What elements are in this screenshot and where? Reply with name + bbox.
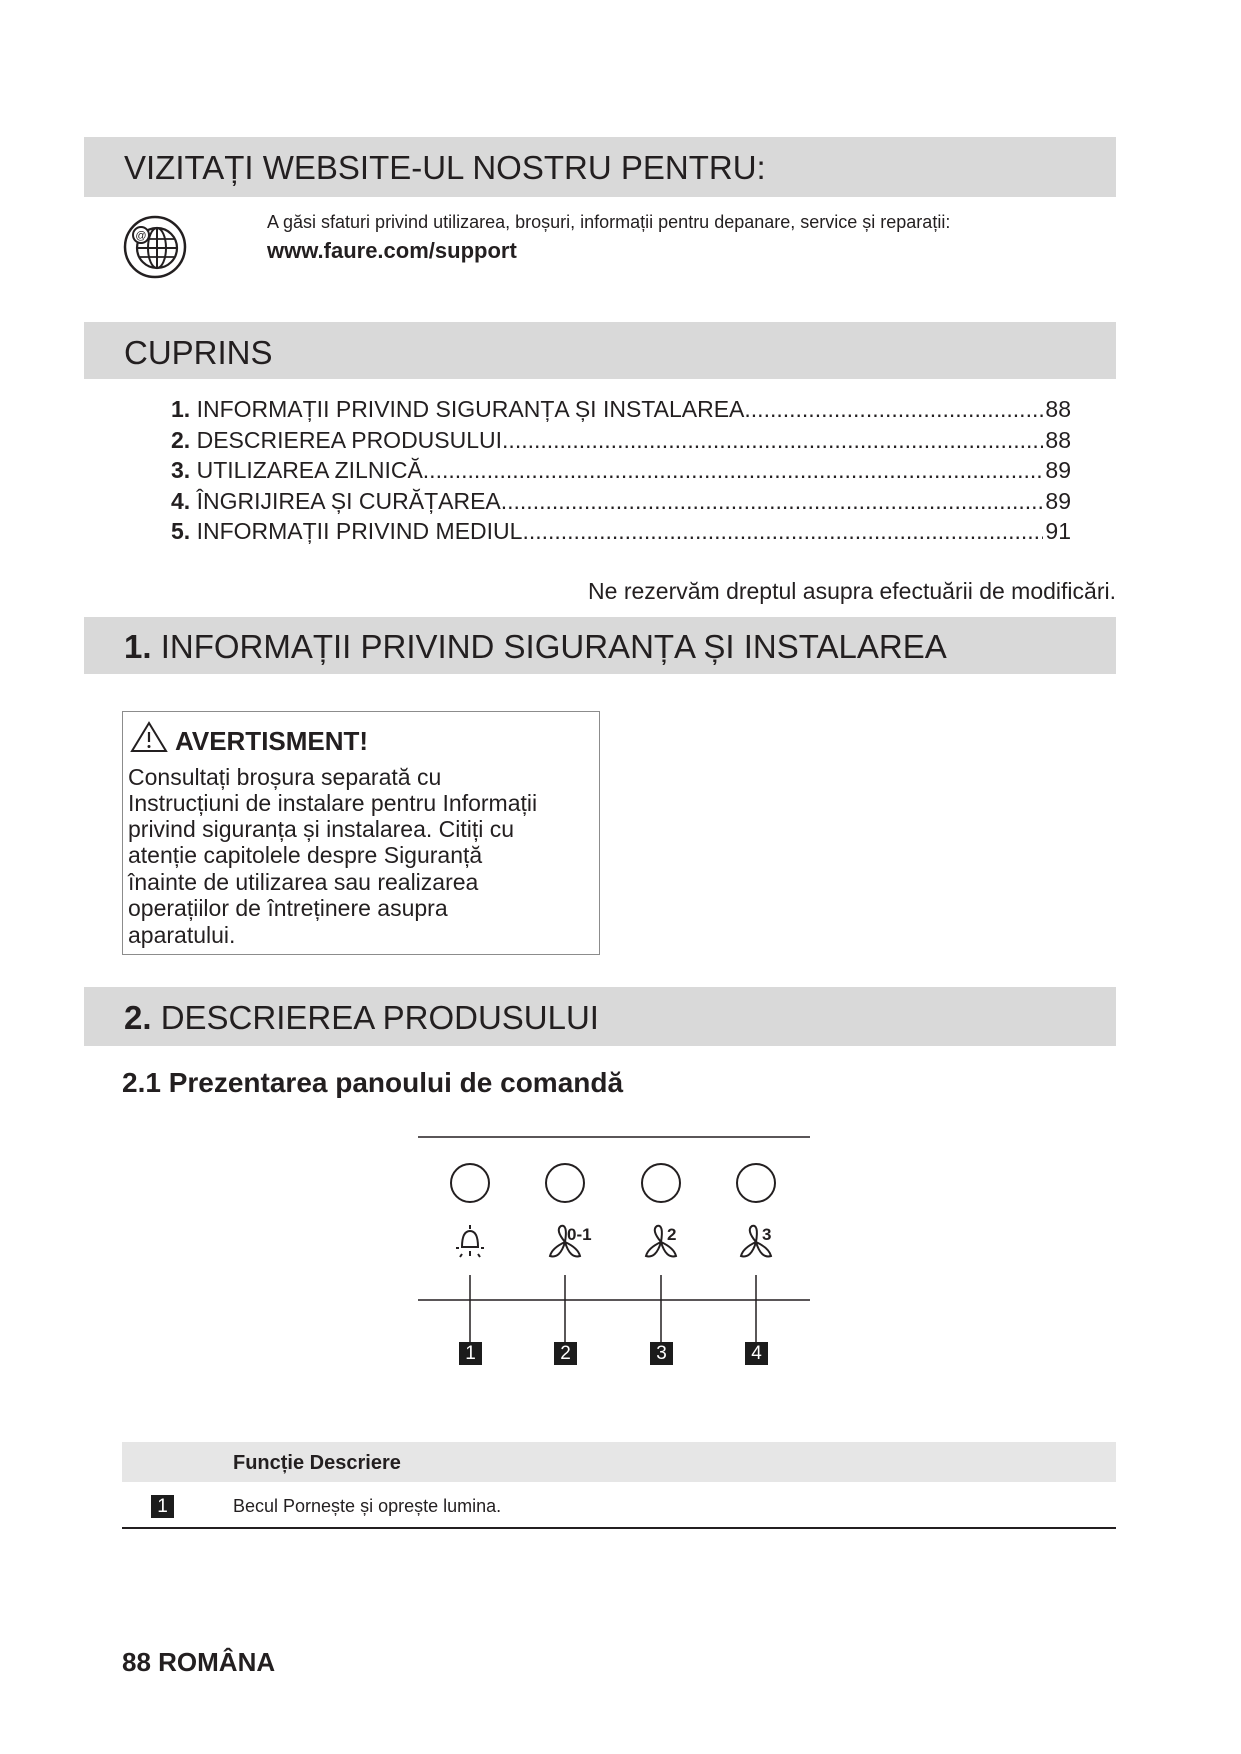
toc-item-number: 2. (171, 426, 191, 453)
function-table-header (122, 1442, 1116, 1482)
toc-item-number: 1. (171, 396, 191, 422)
toc-item-label: ÎNGRIJIREA ȘI CURĂȚAREA (196, 487, 501, 514)
warning-title: AVERTISMENT! (175, 726, 369, 756)
toc-item-number: 3. (171, 457, 191, 483)
callout-number: 2 (554, 1342, 577, 1365)
section2-heading (124, 999, 599, 1037)
toc-item-page: 89 (1045, 457, 1071, 483)
warning-line: atenție capitolele despre Siguranță (128, 842, 483, 868)
warning-triangle-icon (130, 721, 168, 753)
website-header-bar (84, 137, 1116, 197)
toc-leader (501, 488, 1044, 515)
subsection-title: 2.1 Prezentarea panoului de comandă (122, 1067, 624, 1098)
panel-button-2[interactable] (546, 1164, 584, 1202)
toc-item-page: 88 (1045, 426, 1071, 453)
callout-number: 1 (459, 1342, 482, 1365)
toc-heading: CUPRINS (124, 334, 273, 371)
table-row-text: Becul Pornește și oprește lumina. (233, 1496, 502, 1516)
table-bottom-rule (122, 1527, 1116, 1529)
warning-line: aparatului. (128, 922, 236, 948)
fan-speed-label: 2 (667, 1225, 677, 1244)
warning-line: înainte de utilizarea sau realizarea (128, 869, 479, 895)
toc-item[interactable] (171, 427, 1071, 458)
toc-item-label: INFORMAȚII PRIVIND SIGURANȚA ȘI INSTALAREA (196, 396, 745, 422)
toc-item-label: UTILIZAREA ZILNICĂ (196, 457, 423, 483)
warning-line: Consultați broșura separată cu (128, 764, 442, 790)
section1-heading (124, 628, 947, 666)
panel-button-3[interactable] (642, 1164, 680, 1202)
section1-header-bar (84, 617, 1116, 674)
toc-item-page: 88 (1045, 396, 1071, 422)
website-heading: VIZITAȚI WEBSITE-UL NOSTRU PENTRU: (124, 149, 766, 186)
toc-item-page: 89 (1045, 487, 1071, 514)
callout-number: 3 (650, 1342, 673, 1365)
toc-header-bar (84, 322, 1116, 379)
warning-line: privind siguranța și instalarea. Citiți cu (128, 816, 515, 842)
warning-line: operațiilor de întreținere asupra (128, 895, 448, 921)
light-bulb-icon (456, 1225, 484, 1257)
table-header-label: Funcție Descriere (233, 1452, 401, 1474)
toc-item[interactable] (171, 518, 1071, 549)
warning-box (122, 711, 600, 955)
toc-item[interactable] (171, 488, 1071, 519)
globe-at-icon (122, 214, 188, 280)
toc-leader (502, 427, 1043, 454)
website-description: A găsi sfaturi privind utilizarea, broșuri, informații pentru depanare, service și reparații: (267, 212, 951, 232)
svg-text:@: @ (135, 230, 147, 242)
section1-title: INFORMAȚII PRIVIND SIGURANȚA ȘI INSTALAREA (160, 628, 947, 665)
section2-number: 2. (124, 999, 152, 1036)
toc-item[interactable] (171, 396, 1071, 427)
disclaimer: Ne rezervăm dreptul asupra efectuării de modificări. (588, 578, 1116, 604)
toc-leader (423, 457, 1044, 484)
panel-button-4[interactable] (737, 1164, 775, 1202)
toc-item-label: INFORMAȚII PRIVIND MEDIUL (196, 518, 523, 544)
toc-leader (744, 396, 1043, 423)
toc-item-number: 5. (171, 518, 191, 544)
fan-speed-label: 0-1 (567, 1225, 592, 1244)
toc-leader (522, 518, 1043, 545)
toc-item-label: DESCRIEREA PRODUSULUI (196, 426, 503, 453)
table-row-number: 1 (151, 1495, 174, 1518)
callout-number: 4 (745, 1342, 768, 1365)
panel-button-1[interactable] (451, 1164, 489, 1202)
table-of-contents (171, 396, 1071, 549)
support-url[interactable]: www.faure.com/support (267, 238, 517, 263)
section1-number: 1. (124, 628, 152, 665)
fan-speed-label: 3 (762, 1225, 772, 1244)
section2-header-bar (84, 987, 1116, 1046)
section2-title: DESCRIEREA PRODUSULUI (160, 999, 599, 1036)
toc-item-number: 4. (171, 487, 191, 514)
toc-item[interactable] (171, 457, 1071, 488)
page-footer: 88 ROMÂNA (122, 1647, 276, 1677)
warning-line: Instrucțiuni de instalare pentru Informații (128, 790, 538, 816)
toc-item-page: 91 (1045, 518, 1071, 544)
